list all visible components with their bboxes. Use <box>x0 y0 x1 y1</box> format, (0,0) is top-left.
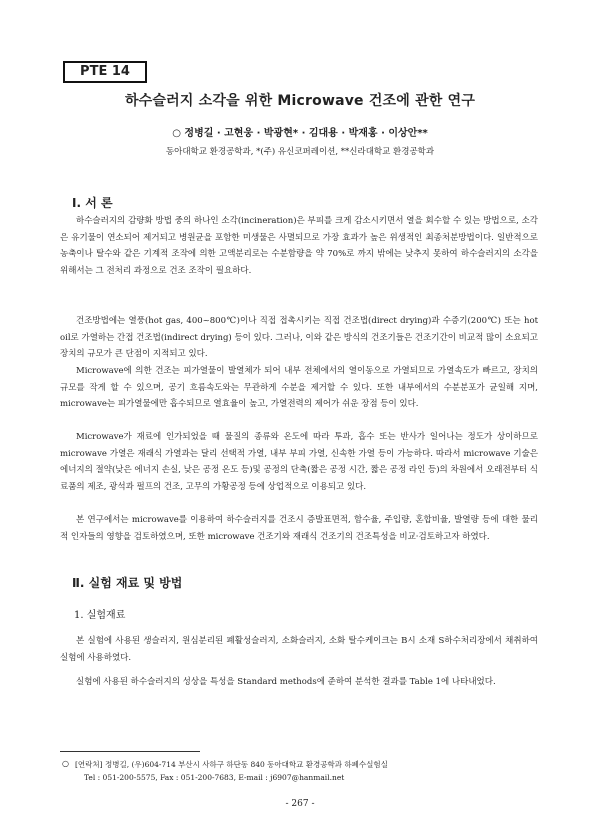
intro-paragraph-2: 건조방법에는 열풍(hot gas, 400~800℃)이나 직접 접촉시키는 직접 건조법(direct drying)과 수증기(200℃) 또는 hot oil로 가열하는 간접 건조법(indirect drying) 등이 있다. 그러나, 이와 같은 방식의 건조기들은 건조기간이 비교적 많이 소요되고 장치의 규모가 큰 단점이 지적되고 있다. <box>60 316 538 360</box>
paper-title: 하수슬러지 소각을 위한 Microwave 건조에 관한 연구 <box>124 93 476 109</box>
page-number: - 267 - <box>285 799 315 809</box>
footnote-divider <box>60 751 200 752</box>
section-heading-introduction: Ⅰ. 서 론 <box>72 196 113 210</box>
session-label: PTE 14 <box>63 61 147 83</box>
methods-paragraph-1: 본 실험에 사용된 생슬러지, 원심분리된 폐활성슬러지, 소화슬러지, 소화 탈수케이크는 B시 소재 S하수처리장에서 채취하여 실험에 사용하였다. <box>60 636 538 663</box>
intro-paragraph-3: Microwave에 의한 건조는 피가열물이 발열체가 되어 내부 전체에서의 열이동으로 가열되므로 가열속도가 빠르고, 장치의 규모를 작게 할 수 있으며, 공기 흐름속도와는 무관하게 수분을 제거할 수 있다. 또한 내부에서의 수분분포가 균일해 지며, microwave는 피가열물에만 흡수되므로 열효율이 높고, 가열전력의 제어가 쉬운 장점 등이 있다. <box>60 366 538 410</box>
footnote-marker: ○ <box>62 759 69 768</box>
subsection-heading-materials: 1. 실험재료 <box>74 610 126 621</box>
section-heading-methods: Ⅱ. 실험 재료 및 방법 <box>72 576 183 590</box>
author-list: ○ 정병길 · 고현웅 · 박광현* · 김대용 · 박재홍 · 이상안** <box>172 128 428 139</box>
footnote-phone-line: Tel : 051-200-5575, Fax : 051-200-7683, E-mail : j6907@hanmail.net <box>84 773 345 782</box>
intro-paragraph-5: 본 연구에서는 microwave를 이용하여 하수슬러지를 건조시 증발표면적, 함수율, 주입량, 혼합비율, 발열량 등에 대한 물리적 인자들의 영향을 검토하였으며, 또한 microwave 건조기와 재래식 건조기의 건조특성을 비교·검토하고자 하였다. <box>60 515 538 542</box>
footnote-contact-line: [연락처] 정병길, (우)604-714 부산시 사하구 하단동 840 동아대학교 환경공학과 하폐수실험실 <box>75 760 388 769</box>
methods-paragraph-2: 실험에 사용된 하수슬러지의 성상을 특성을 Standard methods에 준하여 분석한 결과를 Table 1에 나타내었다. <box>76 677 496 687</box>
intro-paragraph-1: 하수슬러지의 감량화 방법 중의 하나인 소각(incineration)은 부피를 크게 감소시키면서 열을 회수할 수 있는 방법으로, 소각은 유기물이 연소되어 제거되고 병원균을 포함한 미생물은 사멸되므로 가장 효과가 높은 위생적인 최종처분방법이다. 일반적으로 농축이나 탈수와 같은 기계적 조작에 의한 고액분리로는 수분함량을 약 70%로 까지 밖에는 낮추지 못하여 하수슬러지의 소각을 위해서는 그 전처리 과정으로 건조 조작이 필요하다. <box>60 216 538 276</box>
intro-paragraph-4: Microwave가 재료에 인가되었을 때 물질의 종류와 온도에 따라 투과, 흡수 또는 반사가 일어나는 정도가 상이하므로 microwave 가열은 재래식 가열과는 달리 선택적 가열, 내부 부피 가열, 신속한 가열 등이 가능하다. 따라서 microwave 기술은 에너지의 절약(낮은 에너지 손실, 낮은 공정 온도 등)및 공정의 단축(짧은 공정 시간, 짧은 공정 라인 등)의 차원에서 오래전부터 식료품의 제조, 광석과 펄프의 건조, 고무의 가황공정 등에 상업적으로 이용되고 있다. <box>60 432 538 492</box>
affiliation-list: 동아대학교 환경공학과, *(주) 유신코퍼레이션, **신라대학교 환경공학과 <box>165 147 435 157</box>
